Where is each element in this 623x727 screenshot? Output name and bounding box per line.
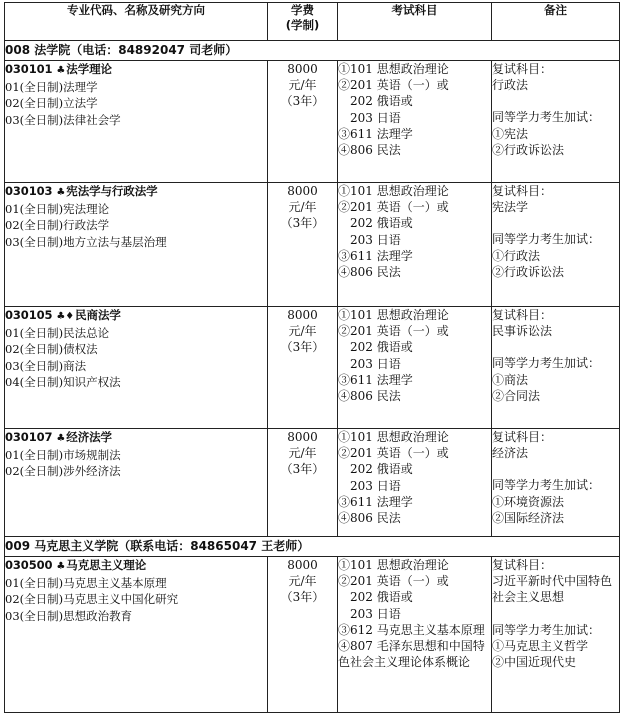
exam-item: ②201 英语（一）或 <box>338 446 449 461</box>
fee-cell <box>268 61 338 183</box>
major-name: 经济法学 <box>66 430 112 444</box>
note-item: ①马克思主义哲学 <box>492 638 589 653</box>
note-cell <box>492 429 620 537</box>
major-row <box>5 429 620 537</box>
exam-cell <box>338 429 492 537</box>
note-item: 习近平新时代中国特色社会主义思想 <box>492 574 613 605</box>
major-name: 法学理论 <box>66 62 112 76</box>
major-code: 030105 <box>5 308 53 322</box>
direction-item: 01(全日制)民法总论 <box>5 326 110 341</box>
header-fee <box>268 3 338 41</box>
exam-item: 202 俄语或 <box>350 216 413 231</box>
college-title: 008 法学院（电话：84892047 司老师） <box>5 41 620 61</box>
major-cell <box>5 183 268 307</box>
fee-cell <box>268 557 338 713</box>
note-label: 同等学力考生加试： <box>492 232 601 247</box>
note-spacer <box>492 339 619 355</box>
major-cell <box>5 307 268 429</box>
fee-unit: 元/年 <box>288 446 317 461</box>
college-row <box>5 41 620 61</box>
header-fee-line2: (学制) <box>285 18 320 32</box>
exam-item: 203 日语 <box>350 356 401 371</box>
note-item: ①行政法 <box>492 248 541 263</box>
exam-item: ①101 思想政治理论 <box>338 184 449 198</box>
direction-item: 02(全日制)债权法 <box>5 342 98 357</box>
direction-item: 03(全日制)法律社会学 <box>5 112 121 127</box>
note-label: 同等学力考生加试： <box>492 478 601 493</box>
header-note: 备注 <box>492 3 620 41</box>
major-row <box>5 557 620 713</box>
exam-item: ③612 马克思主义基本原理 <box>338 622 485 637</box>
fee-unit: 元/年 <box>288 324 317 339</box>
exam-item: ④807 毛泽东思想和中国特色社会主义理论体系概论 <box>338 639 485 670</box>
exam-item: ②201 英语（一）或 <box>338 200 449 215</box>
exam-item: ③611 法理学 <box>338 372 413 387</box>
note-item: ①商法 <box>492 372 529 387</box>
exam-item: ④806 民法 <box>338 511 401 526</box>
fee-amount: 8000 <box>287 184 318 198</box>
fee-amount: 8000 <box>287 558 318 572</box>
note-item: ②中国近现代史 <box>492 655 577 670</box>
direction-item: 03(全日制)地方立法与基层治理 <box>5 234 167 249</box>
exam-item: ①101 思想政治理论 <box>338 430 449 444</box>
program-duration: （3年） <box>280 94 325 109</box>
exam-item: 202 俄语或 <box>350 340 413 355</box>
club-diamond-mark-icon: ♣♦ <box>56 311 75 322</box>
major-row <box>5 183 620 307</box>
club-mark-icon: ♣ <box>56 433 66 444</box>
major-row <box>5 61 620 183</box>
exam-item: ③611 法理学 <box>338 248 413 263</box>
note-label: 复试科目： <box>492 62 553 76</box>
major-code: 030101 <box>5 62 53 76</box>
note-label: 复试科目： <box>492 430 553 444</box>
note-item: ②行政诉讼法 <box>492 264 565 279</box>
enrollment-catalog-table <box>4 2 620 713</box>
exam-item: ①101 思想政治理论 <box>338 308 449 322</box>
exam-cell <box>338 557 492 713</box>
major-name: 马克思主义理论 <box>66 558 147 572</box>
direction-item: 03(全日制)商法 <box>5 358 87 373</box>
direction-item: 03(全日制)思想政治教育 <box>5 608 133 623</box>
fee-amount: 8000 <box>287 430 318 444</box>
major-name: 宪法学与行政法学 <box>66 184 158 198</box>
note-label: 复试科目： <box>492 184 553 198</box>
fee-cell <box>268 307 338 429</box>
note-item: ②行政诉讼法 <box>492 142 565 157</box>
note-spacer <box>492 93 619 109</box>
direction-item: 02(全日制)立法学 <box>5 96 98 111</box>
fee-unit: 元/年 <box>288 574 317 589</box>
major-cell <box>5 429 268 537</box>
direction-item: 02(全日制)马克思主义中国化研究 <box>5 592 179 607</box>
fee-unit: 元/年 <box>288 200 317 215</box>
fee-amount: 8000 <box>287 308 318 322</box>
note-label: 复试科目： <box>492 308 553 322</box>
exam-item: ③611 法理学 <box>338 126 413 141</box>
fee-cell <box>268 183 338 307</box>
note-item: 民事诉讼法 <box>492 324 553 339</box>
header-row <box>5 3 620 41</box>
major-code: 030500 <box>5 558 53 572</box>
exam-item: 203 日语 <box>350 478 401 493</box>
note-cell <box>492 61 620 183</box>
header-fee-line1: 学费 <box>291 3 314 17</box>
major-heading <box>5 558 146 572</box>
header-exam: 考试科目 <box>338 3 492 41</box>
direction-item: 01(全日制)宪法理论 <box>5 202 110 217</box>
fee-unit: 元/年 <box>288 78 317 93</box>
note-label: 复试科目： <box>492 558 553 572</box>
major-heading <box>5 62 112 76</box>
note-item: 经济法 <box>492 446 529 461</box>
college-row <box>5 537 620 557</box>
note-cell <box>492 183 620 307</box>
note-item: 行政法 <box>492 78 529 93</box>
exam-item: 203 日语 <box>350 232 401 247</box>
major-code: 030107 <box>5 430 53 444</box>
program-duration: （3年） <box>280 340 325 355</box>
exam-item: ④806 民法 <box>338 143 401 158</box>
direction-item: 01(全日制)市场规制法 <box>5 448 121 463</box>
exam-item: 203 日语 <box>350 606 401 621</box>
major-cell <box>5 61 268 183</box>
major-code: 030103 <box>5 184 53 198</box>
program-duration: （3年） <box>280 462 325 477</box>
note-cell <box>492 557 620 713</box>
exam-item: ①101 思想政治理论 <box>338 558 449 572</box>
header-major: 专业代码、名称及研究方向 <box>5 3 268 41</box>
college-title: 009 马克思主义学院（联系电话：84865047 王老师） <box>5 537 620 557</box>
note-item: ②合同法 <box>492 388 541 403</box>
exam-item: ②201 英语（一）或 <box>338 78 449 93</box>
major-name: 民商法学 <box>75 308 121 322</box>
exam-cell <box>338 183 492 307</box>
exam-item: ②201 英语（一）或 <box>338 574 449 589</box>
major-heading <box>5 308 121 322</box>
direction-item: 01(全日制)马克思主义基本原理 <box>5 576 167 591</box>
exam-item: ①101 思想政治理论 <box>338 62 449 76</box>
club-mark-icon: ♣ <box>56 561 66 572</box>
note-label: 同等学力考生加试： <box>492 356 601 371</box>
note-spacer <box>492 215 619 231</box>
major-row <box>5 307 620 429</box>
club-mark-icon: ♣ <box>56 187 66 198</box>
note-spacer <box>492 606 619 622</box>
major-cell <box>5 557 268 713</box>
exam-cell <box>338 307 492 429</box>
exam-item: 203 日语 <box>350 110 401 125</box>
exam-item: 202 俄语或 <box>350 462 413 477</box>
note-item: 宪法学 <box>492 200 529 215</box>
exam-item: 202 俄语或 <box>350 94 413 109</box>
note-item: ①宪法 <box>492 126 529 141</box>
exam-item: ②201 英语（一）或 <box>338 324 449 339</box>
exam-item: ④806 民法 <box>338 389 401 404</box>
exam-item: ③611 法理学 <box>338 494 413 509</box>
exam-item: 202 俄语或 <box>350 590 413 605</box>
major-heading <box>5 184 158 198</box>
note-spacer <box>492 461 619 477</box>
note-item: ①环境资源法 <box>492 494 565 509</box>
fee-amount: 8000 <box>287 62 318 76</box>
program-duration: （3年） <box>280 216 325 231</box>
direction-item: 02(全日制)涉外经济法 <box>5 464 121 479</box>
note-cell <box>492 307 620 429</box>
direction-item: 01(全日制)法理学 <box>5 80 98 95</box>
fee-cell <box>268 429 338 537</box>
exam-cell <box>338 61 492 183</box>
program-duration: （3年） <box>280 590 325 605</box>
major-heading <box>5 430 112 444</box>
exam-item: ④806 民法 <box>338 265 401 280</box>
direction-item: 02(全日制)行政法学 <box>5 218 110 233</box>
note-label: 同等学力考生加试： <box>492 110 601 125</box>
club-mark-icon: ♣ <box>56 65 66 76</box>
note-item: ②国际经济法 <box>492 510 565 525</box>
direction-item: 04(全日制)知识产权法 <box>5 374 121 389</box>
note-label: 同等学力考生加试： <box>492 622 601 637</box>
